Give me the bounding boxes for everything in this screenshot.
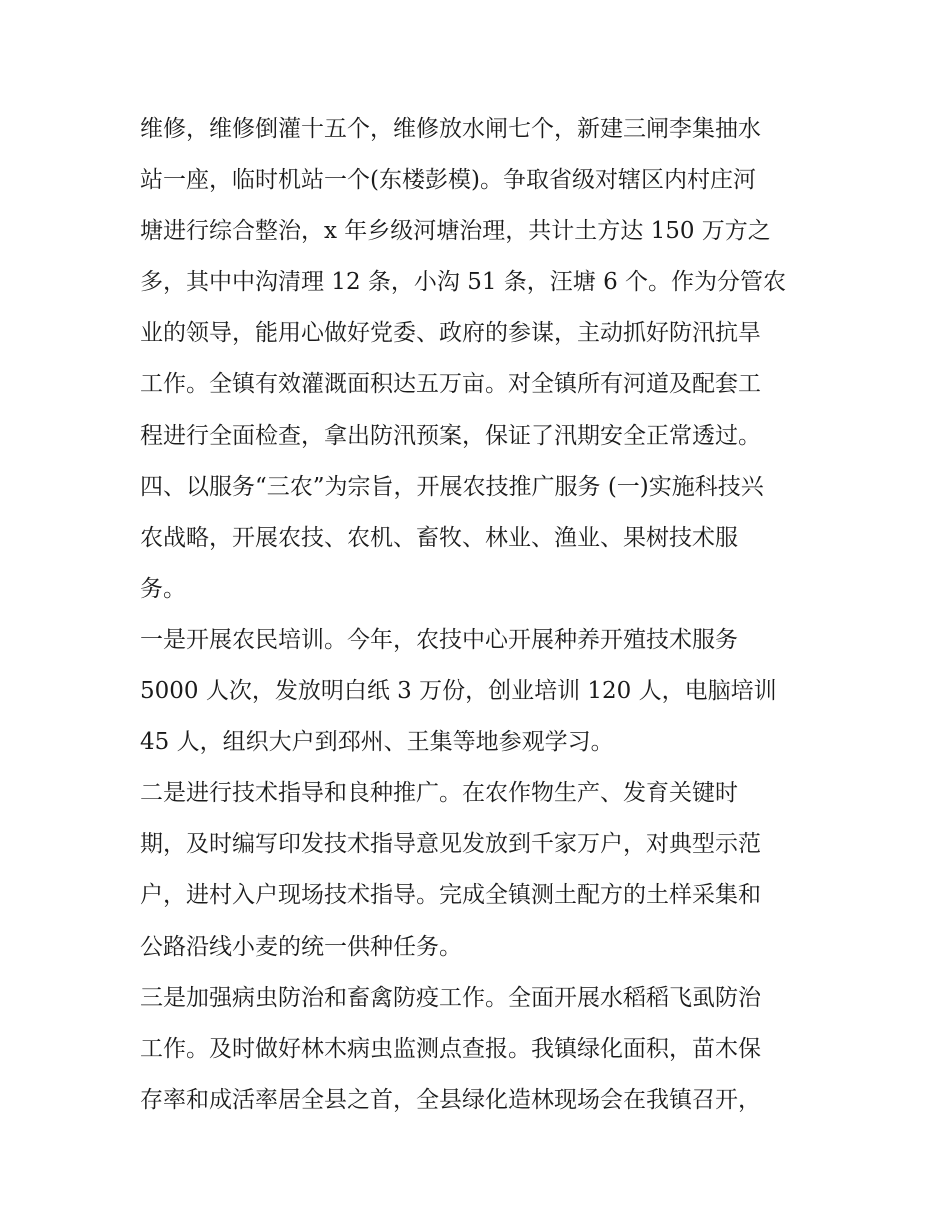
text-line: 5000 人次，发放明白纸 3 万份，创业培训 120 人，电脑培训 bbox=[140, 678, 777, 705]
text-line: 户，进村入户现场技术指导。完成全镇测土配方的土样采集和 bbox=[140, 882, 761, 909]
text-line: 期，及时编写印发技术指导意见发放到千家万户，对典型示范 bbox=[140, 831, 761, 858]
text-line: 维修，维修倒灌十五个，维修放水闸七个，新建三闸李集抽水 bbox=[140, 116, 761, 142]
text-line: 公路沿线小麦的统一供种任务。 bbox=[140, 933, 462, 960]
text-line: 站一座，临时机站一个(东楼彭模)。争取省级对辖区内村庄河 bbox=[140, 167, 756, 194]
text-line: 存率和成活率居全县之首，全县绿化造林现场会在我镇召开， bbox=[140, 1086, 761, 1113]
text-line: 工作。及时做好林木病虫监测点查报。我镇绿化面积，苗木保 bbox=[140, 1035, 761, 1062]
text-line: 业的领导，能用心做好党委、政府的参谋，主动抓好防汛抗旱 bbox=[140, 320, 761, 347]
document-body bbox=[140, 104, 820, 1126]
paragraph-start-line: 三是加强病虫防治和畜禽防疫工作。全面开展水稻稻飞虱防治 bbox=[140, 984, 761, 1011]
paragraph-start-line: 一是开展农民培训。今年，农技中心开展种养开殖技术服务 bbox=[140, 626, 738, 653]
text-line: 45 人，组织大户到邳州、王集等地参观学习。 bbox=[140, 729, 614, 756]
text-line: 农战略，开展农技、农机、畜牧、林业、渔业、果树技术服 bbox=[140, 524, 738, 551]
section-heading-line: 四、以服务“三农”为宗旨，开展农技推广服务 (一)实施科技兴 bbox=[140, 473, 764, 500]
text-line: 程进行全面检查，拿出防汛预案，保证了汛期安全正常透过。 bbox=[140, 422, 761, 449]
text-line: 工作。全镇有效灌溉面积达五万亩。对全镇所有河道及配套工 bbox=[140, 371, 761, 398]
text-line: 塘进行综合整治，x 年乡级河塘治理，共计土方达 150 万方之 bbox=[140, 218, 771, 245]
text-line: 务。 bbox=[140, 575, 186, 602]
paragraph-start-line: 二是进行技术指导和良种推广。在农作物生产、发育关键时 bbox=[140, 780, 738, 807]
text-line: 多，其中中沟清理 12 条，小沟 51 条，汪塘 6 个。作为分管农 bbox=[140, 269, 787, 296]
